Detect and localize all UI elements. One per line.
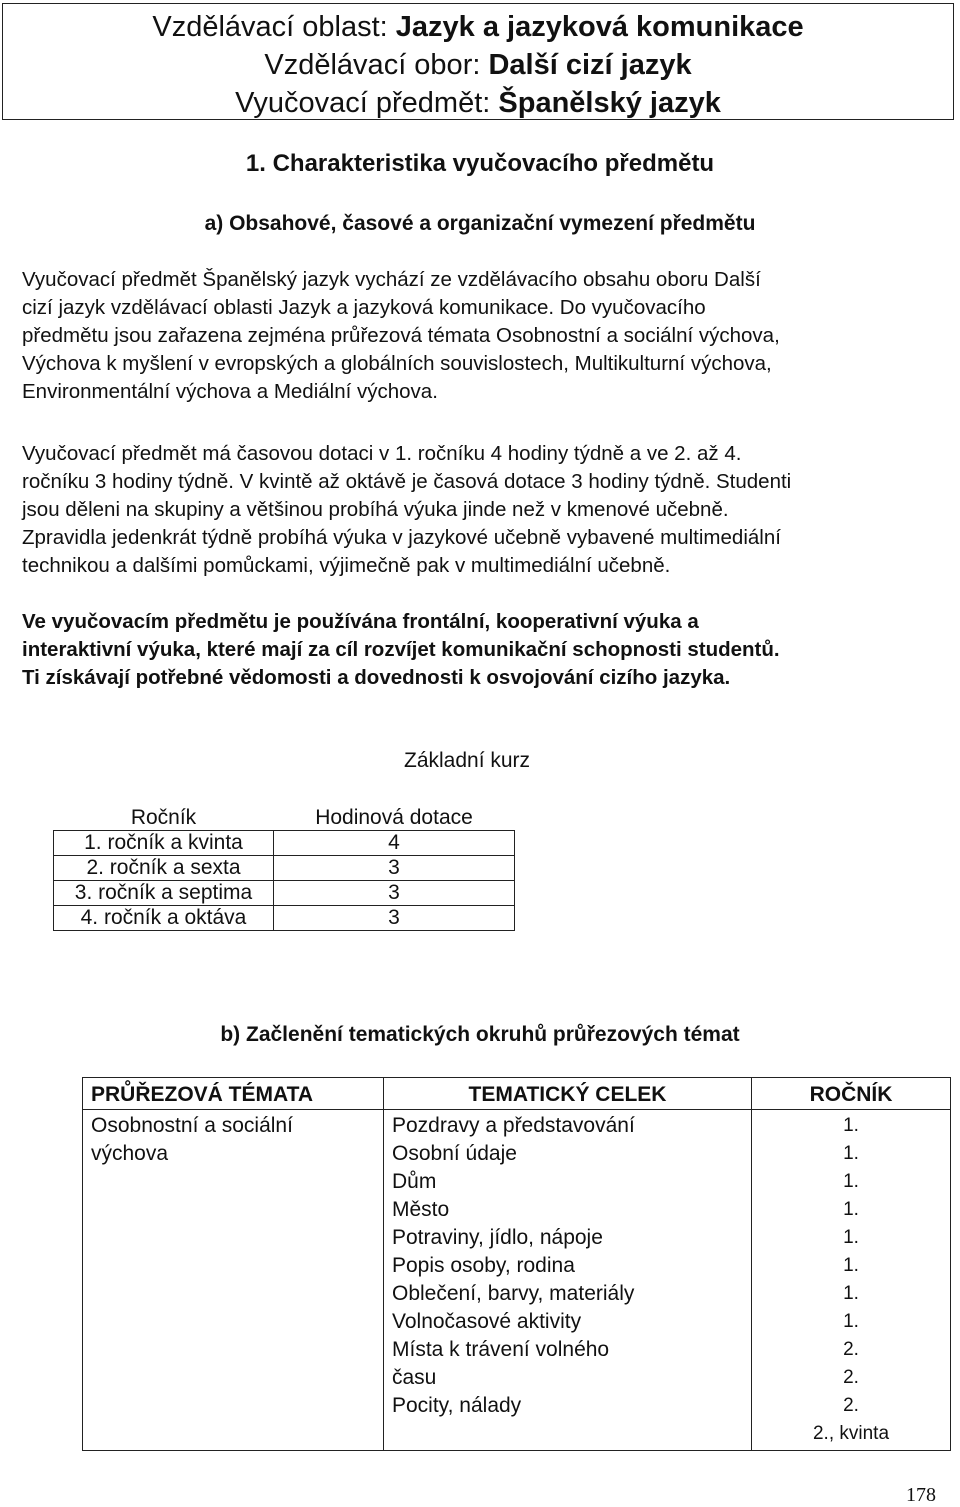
table-row xyxy=(54,906,515,931)
header-box xyxy=(2,3,954,120)
table-header-cell: ROČNÍK xyxy=(752,1078,951,1110)
header-field-prefix: Vzdělávací obor: xyxy=(264,49,489,81)
table-header-cell: Hodinová dotace xyxy=(274,806,515,831)
table-cell-theme xyxy=(83,1110,384,1451)
subsection-b-title: b) Začlenění tematických okruhů průřezových témat xyxy=(220,1023,740,1046)
list-item: času xyxy=(392,1366,437,1389)
paragraph-teaching-methods xyxy=(22,608,952,692)
table-header-cell: PRŮŘEZOVÁ TÉMATA xyxy=(83,1078,384,1110)
table-cell: 3 xyxy=(274,906,515,931)
list-item: 2. xyxy=(843,1339,859,1360)
list-item: Pozdravy a představování xyxy=(392,1114,635,1137)
table-cell: 3 xyxy=(274,881,515,906)
table-header-row xyxy=(54,806,515,831)
table-cell: 3. ročník a septima xyxy=(54,881,274,906)
list-item: 1. xyxy=(843,1311,859,1332)
course-hours-table xyxy=(53,806,515,931)
table-row xyxy=(83,1110,951,1451)
themes-table xyxy=(82,1077,951,1451)
header-line-subject xyxy=(3,84,953,122)
list-item: Popis osoby, rodina xyxy=(392,1254,575,1277)
table-row xyxy=(54,856,515,881)
list-item: 1. xyxy=(843,1143,859,1164)
list-item: 1. xyxy=(843,1199,859,1220)
paragraph-line: Zpravidla jedenkrát týdně probíhá výuka v jazykové učebně vybavené multimediální xyxy=(22,526,781,549)
header-line-area xyxy=(3,8,953,46)
table-header-cell: TEMATICKÝ CELEK xyxy=(384,1078,752,1110)
paragraph-line: Vyučovací předmět Španělský jazyk vychází ze vzdělávacího obsahu oboru Další xyxy=(22,268,761,291)
header-area-value: Jazyk a jazyková komunikace xyxy=(395,11,804,43)
header-subject-value: Španělský jazyk xyxy=(498,87,721,119)
table-header-row xyxy=(83,1078,951,1110)
list-item: 2. xyxy=(843,1395,859,1416)
subsection-a-title: a) Obsahové, časové a organizační vymezení předmětu xyxy=(204,212,756,235)
list-item: Dům xyxy=(392,1170,437,1193)
header-field-value: Další cizí jazyk xyxy=(488,49,692,81)
page-number: 178 xyxy=(906,1484,936,1506)
table-cell: 1. ročník a kvinta xyxy=(54,831,274,856)
header-subject-prefix: Vyučovací předmět: xyxy=(235,87,499,119)
paragraph-line: cizí jazyk vzdělávací oblasti Jazyk a jazyková komunikace. Do vyučovacího xyxy=(22,296,706,319)
list-item: Osobní údaje xyxy=(392,1142,517,1165)
list-item: Pocity, nálady xyxy=(392,1394,522,1417)
table-cell: 4 xyxy=(274,831,515,856)
paragraph-line: Ti získávají potřebné vědomosti a dovednosti k osvojování cizího jazyka. xyxy=(22,666,731,689)
theme-line: výchova xyxy=(91,1142,169,1165)
table-header-cell: Ročník xyxy=(54,806,274,831)
list-item: 2., kvinta xyxy=(812,1423,890,1444)
table-row xyxy=(54,831,515,856)
table-cell: 4. ročník a oktáva xyxy=(54,906,274,931)
paragraph-line: technikou a dalšími pomůckami, výjimečně pak v multimediální učebně. xyxy=(22,554,671,577)
list-item: 1. xyxy=(843,1255,859,1276)
table-cell: 3 xyxy=(274,856,515,881)
list-item: 2. xyxy=(843,1367,859,1388)
list-item: Volnočasové aktivity xyxy=(392,1310,582,1333)
list-item: Město xyxy=(392,1198,450,1221)
paragraph-content xyxy=(22,266,952,406)
theme-line: Osobnostní a sociální xyxy=(91,1114,293,1137)
table-cell-grades xyxy=(752,1110,951,1451)
course-table-title: Základní kurz xyxy=(404,749,531,772)
list-item: 1. xyxy=(843,1283,859,1304)
list-item: 1. xyxy=(843,1227,859,1248)
paragraph-line: Výchova k myšlení v evropských a globálních souvislostech, Multikulturní výchova, xyxy=(22,352,772,375)
paragraph-time-allocation xyxy=(22,440,952,580)
header-line-field xyxy=(3,46,953,84)
paragraph-line: ročníku 3 hodiny týdně. V kvintě až oktávě je časová dotace 3 hodiny týdně. Studenti xyxy=(22,470,792,493)
paragraph-line: Environmentální výchova a Mediální výchova. xyxy=(22,380,438,403)
list-item: 1. xyxy=(843,1171,859,1192)
header-area-prefix: Vzdělávací oblast: xyxy=(152,11,396,43)
table-row xyxy=(54,881,515,906)
paragraph-line: předmětu jsou zařazena zejména průřezová témata Osobnostní a sociální výchova, xyxy=(22,324,780,347)
list-item: Místa k trávení volného xyxy=(392,1338,610,1361)
table-cell-units xyxy=(384,1110,752,1451)
paragraph-line: Ve vyučovacím předmětu je používána frontální, kooperativní výuka a xyxy=(22,610,699,633)
paragraph-line: Vyučovací předmět má časovou dotaci v 1. ročníku 4 hodiny týdně a ve 2. až 4. xyxy=(22,442,742,465)
section-1-title: 1. Charakteristika vyučovacího předmětu xyxy=(245,150,715,177)
table-cell: 2. ročník a sexta xyxy=(54,856,274,881)
paragraph-line: interaktivní výuka, které mají za cíl rozvíjet komunikační schopnosti studentů. xyxy=(22,638,780,661)
list-item: Potraviny, jídlo, nápoje xyxy=(392,1226,603,1249)
list-item: 1. xyxy=(843,1115,859,1136)
list-item: Oblečení, barvy, materiály xyxy=(392,1282,635,1305)
paragraph-line: jsou děleni na skupiny a většinou probíhá výuka jinde než v kmenové učebně. xyxy=(22,498,729,521)
